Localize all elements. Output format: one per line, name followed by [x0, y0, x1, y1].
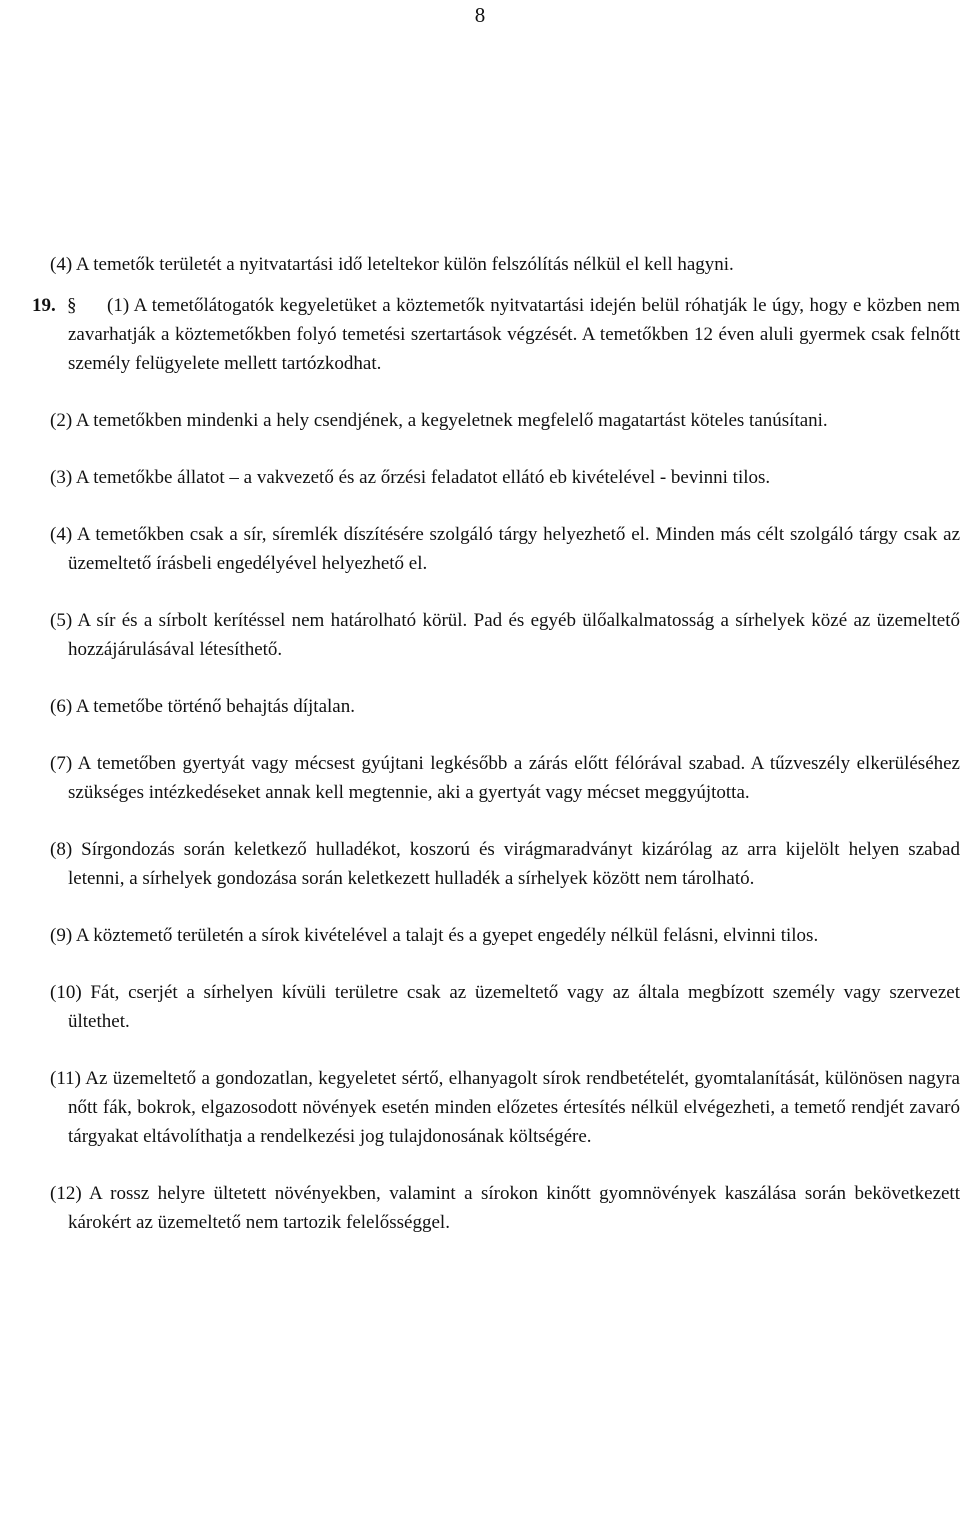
- page-number: 8: [474, 3, 486, 27]
- paragraph-19-12: (12) A rossz helyre ültetett növényekben, valamint a sírokon kinőtt gyomnövények kaszálása során bekövetkezett károkért az üzemeltető nem tartozik felelősséggel.: [50, 1183, 960, 1233]
- paragraph-19-7: (7) A temetőben gyertyát vagy mécsest gyújtani legkésőbb a zárás előtt félórával szabad. A tűzveszély elkerüléséhez szükséges intézkedéseket annak kell megtennie, aki a gyertyát vagy mécset meggyújtotta.: [50, 753, 960, 803]
- paragraph-19-3: (3) A temetőkbe állatot – a vakvezető és az őrzési feladatot ellátó eb kivételével - bevinni tilos.: [50, 467, 771, 488]
- article-19-paragraph-1: [32, 291, 960, 378]
- paragraph-19-8: (8) Sírgondozás során keletkező hulladékot, koszorú és virágmaradványt kizárólag az arra kijelölt helyen szabad letenni, a sírhelyek gondozása során keletkezett hulladék a sírhelyek között nem tárolható.: [50, 839, 960, 889]
- document-body: [32, 250, 960, 1237]
- paragraph-19-5: (5) A sír és a sírbolt kerítéssel nem határolható körül. Pad és egyéb ülőalkalmatosság a sírhelyek közé az üzemeltető hozzájárulásával létesíthető.: [50, 610, 960, 660]
- article-number: 19.: [32, 295, 56, 316]
- paragraph-19-4: (4) A temetőkben csak a sír, síremlék díszítésére szolgáló tárgy helyezhető el. Minden más célt szolgáló tárgy csak az üzemeltető írásbeli engedélyével helyezhető el.: [50, 524, 960, 574]
- paragraph-19-10: (10) Fát, cserjét a sírhelyen kívüli területre csak az üzemeltető vagy az általa megbízott személy vagy szervezet ültethet.: [50, 982, 960, 1032]
- paragraph-19-11: (11) Az üzemeltető a gondozatlan, kegyeletet sértő, elhanyagolt sírok rendbetételét, gyomtalanítását, különösen nagyra nőtt fák, bokrok, elgazosodott növények esetén minden előzetes értesítés nélkül elvégezheti, a temető rendjét zavaró tárgyakat eltávolíthatja a rendelkezési jog tulajdonosának költségére.: [50, 1068, 960, 1147]
- paragraph-19-9: (9) A köztemető területén a sírok kivételével a talajt és a gyepet engedély nélkül felásni, elvinni tilos.: [50, 925, 819, 946]
- paragraph-19-1-text: (1) A temetőlátogatók kegyeletüket a köztemetők nyitvatartási idején belül róhatják le úgy, hogy e közben nem zavarhatják a köztemetőkben folyó temetési szertartások végzését. A temetőkben 12 éven aluli gyermek csak felnőtt személy felügyelete mellett tartózkodhat.: [68, 295, 960, 374]
- paragraph-19-6: (6) A temetőbe történő behajtás díjtalan.: [50, 696, 355, 717]
- paragraph-18-4: (4) A temetők területét a nyitvatartási idő leteltekor külön felszólítás nélkül el kell hagyni.: [50, 254, 734, 275]
- section-sign: §: [67, 295, 77, 316]
- paragraph-19-2: (2) A temetőkben mindenki a hely csendjének, a kegyeletnek megfelelő magatartást köteles tanúsítani.: [50, 410, 828, 431]
